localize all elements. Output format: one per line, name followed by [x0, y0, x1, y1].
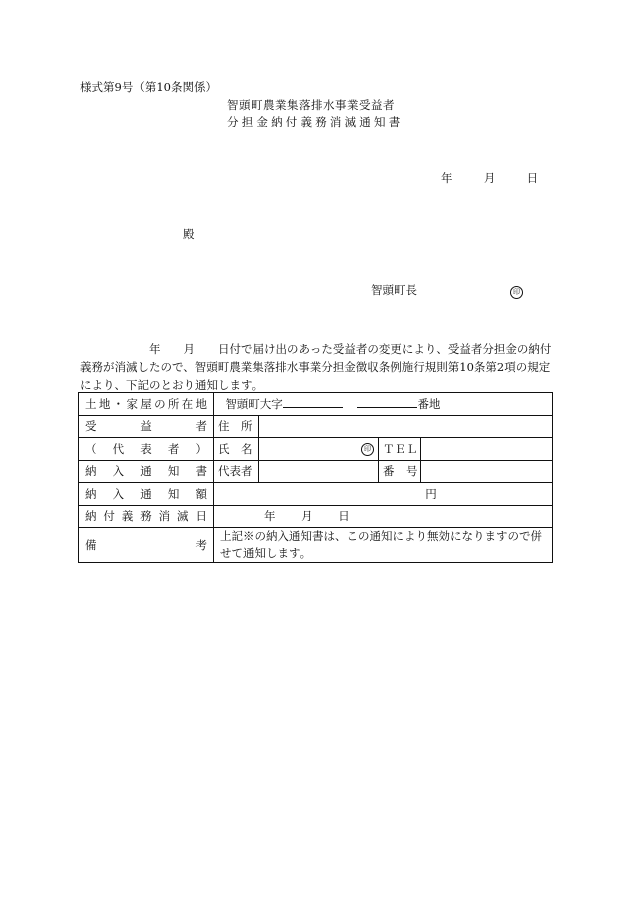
seal-icon: 印	[510, 286, 523, 299]
issuer-title: 智頭町長	[371, 283, 417, 297]
issuer-seal	[510, 284, 523, 299]
tel-field[interactable]	[421, 438, 553, 461]
address-field[interactable]	[259, 415, 553, 438]
issue-date	[441, 171, 538, 185]
notice-body	[80, 340, 550, 394]
seal-icon: 印	[361, 443, 374, 456]
notice-label-cell: 納 入 通 知 書	[79, 460, 214, 483]
table-row	[79, 528, 553, 563]
document-title-line2: 分担金納付義務消滅通知書	[227, 115, 404, 129]
body-line-2: 義務が消滅したので、智頭町農業集落排水事業分担金徴収条例施行規則第10条第2項の規定	[80, 360, 551, 374]
remarks-label-cell: 備 考	[79, 528, 214, 563]
body-line-1: 年 月 日付で届け出のあった受益者の変更により、受益者分担金の納付	[80, 342, 552, 356]
remarks-text: 上記※の納入通知書は、この通知により無効になりますので併せて通知します。	[220, 529, 542, 560]
rep-label-cell	[214, 460, 259, 483]
name-label: 氏 名	[218, 441, 253, 456]
location-label-cell	[79, 393, 214, 416]
addressee-suffix: 殿	[183, 227, 195, 241]
month-label: 月	[483, 171, 496, 185]
amount-field[interactable]	[214, 483, 553, 506]
notice-form-table	[78, 392, 553, 563]
extinction-date-label-cell: 納 付 義 務 消 滅 日	[79, 505, 214, 528]
name-label-cell	[214, 438, 259, 461]
name-field[interactable]	[259, 438, 379, 461]
amount-unit: 円	[425, 486, 437, 501]
body-line-3: により、下記のとおり通知します。	[80, 378, 264, 392]
year-label: 年	[441, 171, 453, 185]
location-town: 智頭町大字	[225, 396, 283, 411]
table-row	[79, 505, 553, 528]
table-row	[79, 393, 553, 416]
representative-label-cell: （ 代 表 者 ）	[79, 438, 214, 461]
form-number: 様式第9号（第10条関係）	[80, 80, 217, 94]
lot-number-blank[interactable]	[357, 397, 417, 408]
extinction-date-field[interactable]	[214, 505, 553, 528]
ext-day: 日	[338, 509, 350, 524]
tel-label-cell	[379, 438, 421, 461]
table-row	[79, 460, 553, 483]
ext-month: 月	[301, 509, 313, 524]
ext-year: 年	[264, 509, 276, 524]
day-label: 日	[526, 171, 539, 185]
number-label: 番 号	[383, 464, 418, 479]
district-blank[interactable]	[283, 397, 343, 408]
table-row	[79, 438, 553, 461]
address-label: 住 所	[218, 419, 253, 434]
table-row	[79, 415, 553, 438]
location-suffix: 番地	[417, 396, 441, 411]
number-field[interactable]	[421, 460, 553, 483]
rep-field[interactable]	[259, 460, 379, 483]
tel-label: ＴＥＬ	[383, 441, 418, 456]
location-label: 土 地 ・ 家 屋 の 所 在 地	[85, 396, 207, 411]
number-label-cell	[379, 460, 421, 483]
table-row	[79, 483, 553, 506]
rep-label: 代表者	[218, 464, 253, 479]
remarks-field[interactable]	[214, 528, 553, 563]
location-value-cell[interactable]	[214, 393, 553, 416]
document-title-line1: 智頭町農業集落排水事業受益者	[227, 98, 395, 112]
amount-label-cell: 納 入 通 知 額	[79, 483, 214, 506]
address-label-cell	[214, 415, 259, 438]
beneficiary-label-cell: 受 益 者	[79, 415, 214, 438]
